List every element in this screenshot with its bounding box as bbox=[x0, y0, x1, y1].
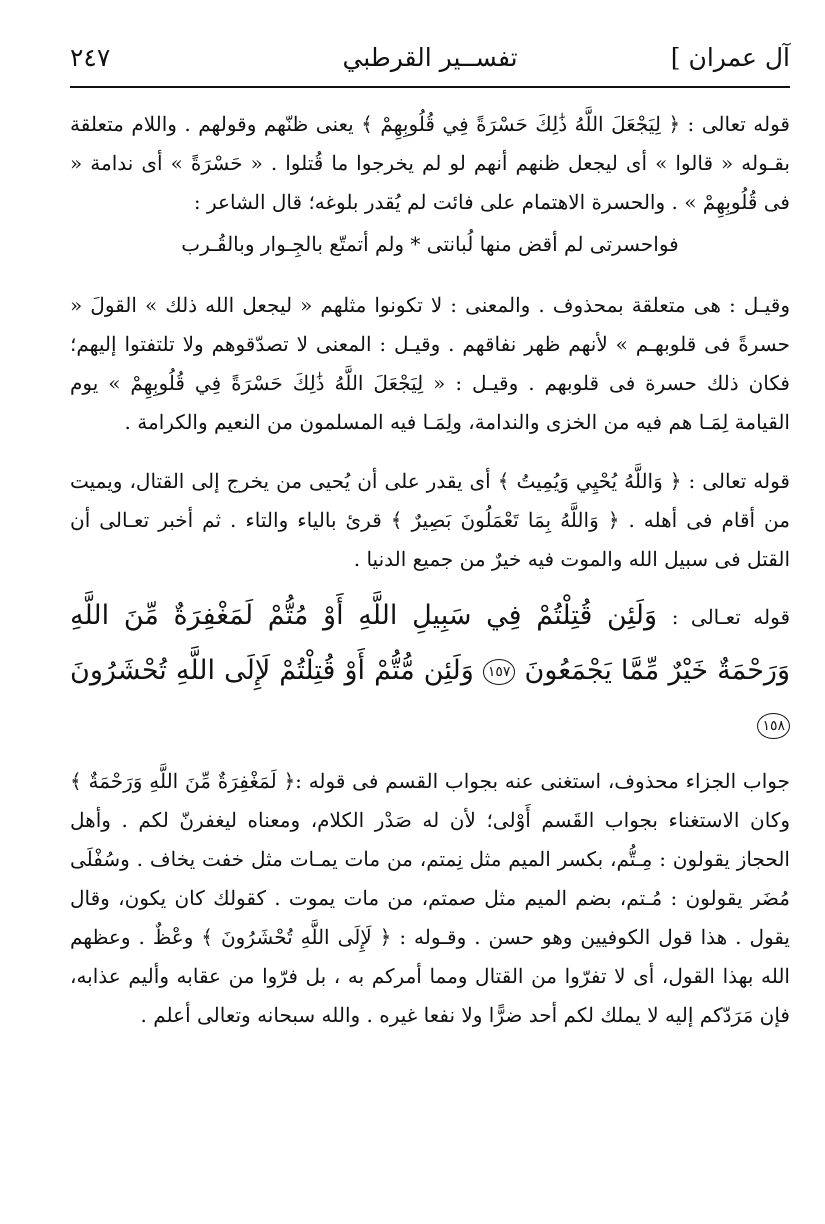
quran-lead: قوله تعـالى : bbox=[671, 605, 791, 629]
quran-text-158: وَلَئِن مُّتُّمْ أَوْ قُتِلْتُمْ لَإِلَى اللَّهِ تُحْشَرُونَ bbox=[70, 655, 474, 686]
quran-text-157: وَلَئِن قُتِلْتُمْ فِي سَبِيلِ اللَّهِ أَوْ مُتُّمْ لَمَغْفِرَةٌ مِّنَ اللَّهِ وَرَحْمَةٌ خَيْرٌ مِّمَّا يَجْمَعُونَ bbox=[70, 600, 790, 686]
page-number: ٢٤٧ bbox=[70, 43, 111, 72]
commentary-paragraph-2: وقيـل : هى متعلقة بمحذوف . والمعنى : لا تكونوا مثلهم « ليجعل الله ذلك » القولَ « حسرةً فى قلوبهـم » لأنهم ظهر نفاقهم . وقيـل : المعنى لا تصدّقوهم ولا تلتفتوا إليهم؛ فكان ذلك حسرة فى قلوبهم . وقيـل : « لِيَجْعَلَ اللَّهُ ذَٰلِكَ حَسْرَةً فِي قُلُوبِهِمْ » يوم القيامة لِمَـا هم فيه من الخزى والندامة، ولِمَـا فيه المسلمون من النعيم والكرامة . bbox=[70, 293, 790, 434]
commentary-paragraph-1: قوله تعالى : ﴿ لِيَجْعَلَ اللَّهُ ذَٰلِكَ حَسْرَةً فِي قُلُوبِهِمْ ﴾ يعنى ظنّهم وقولهم . واللام متعلقة بقـوله « قالوا » أى ليجعل ظنهم أنهم لو لم يخرجوا ما قُتلوا . « حَسْرَةً » أى ندامة « فى قُلُوبِهِمْ » . والحسرة الاهتمام على فائت لم يُقدر بلوغه؛ قال الشاعر : bbox=[70, 112, 790, 214]
surah-name: آل عمران ] bbox=[670, 43, 790, 72]
ayah-number-157: ١٥٧ bbox=[483, 659, 516, 685]
page-header bbox=[70, 28, 790, 78]
header-rule bbox=[70, 86, 790, 88]
commentary-paragraph-4: جواب الجزاء محذوف، استغنى عنه بجواب القسم فى قوله :﴿ لَمَغْفِرَةٌ مِّنَ اللَّهِ وَرَحْمَةٌ ﴾ وكان الاستغناء بجواب القَسم أَوْلى؛ لأن له صَدْر الكلام، ومعناه ليغفرنّ لكم . وأهل الحجاز يقولون : مِـتُّم، بكسر الميم مثل نِمتم، من مات يمـات مثل خفت يخاف . وسُفْلَى مُضَر يقولون : مُـتم، بضم الميم مثل صمتم، من مات يموت . كقولك كان يكون، وقال يقول . هذا قول الكوفيين وهو حسن . وقـوله : ﴿ لَإِلَى اللَّهِ تُحْشَرُونَ ﴾ وعْظٌ . وعظهم الله بهذا القول، أى لا تفرّوا من القتال ومما أمركم به ، بل فرّوا من عقابه وأليم عذابه، فإن مَرَدّكم إليه لا يملك لكم أحد ضرًّا ولا نفعا غيره . والله سبحانه وتعالى أعلم . bbox=[70, 769, 790, 1027]
ayah-number-158: ١٥٨ bbox=[757, 713, 790, 739]
commentary-paragraph-3: قوله تعالى : ﴿ وَاللَّهُ يُحْيِي وَيُمِيتُ ﴾ أى يقدر على أن يُحيى من يخرج إلى القتال، ويميت من أقام فى أهله . ﴿ وَاللَّهُ بِمَا تَعْمَلُونَ بَصِيرٌ ﴾ قرئ بالياء والتاء . ثم أخبر تعـالى أن القتل فى سبيل الله والموت فيه خيرٌ من جميع الدنيا . bbox=[70, 469, 790, 571]
book-title: تفســير القرطبي bbox=[342, 43, 518, 72]
page-body bbox=[70, 105, 790, 1035]
poetry-verse: فواحسرتى لم أقض منها لُبانتى * ولم أتمتّع بالجِـوار وبالقُـرب bbox=[181, 232, 679, 256]
quran-verse-block bbox=[70, 589, 790, 752]
